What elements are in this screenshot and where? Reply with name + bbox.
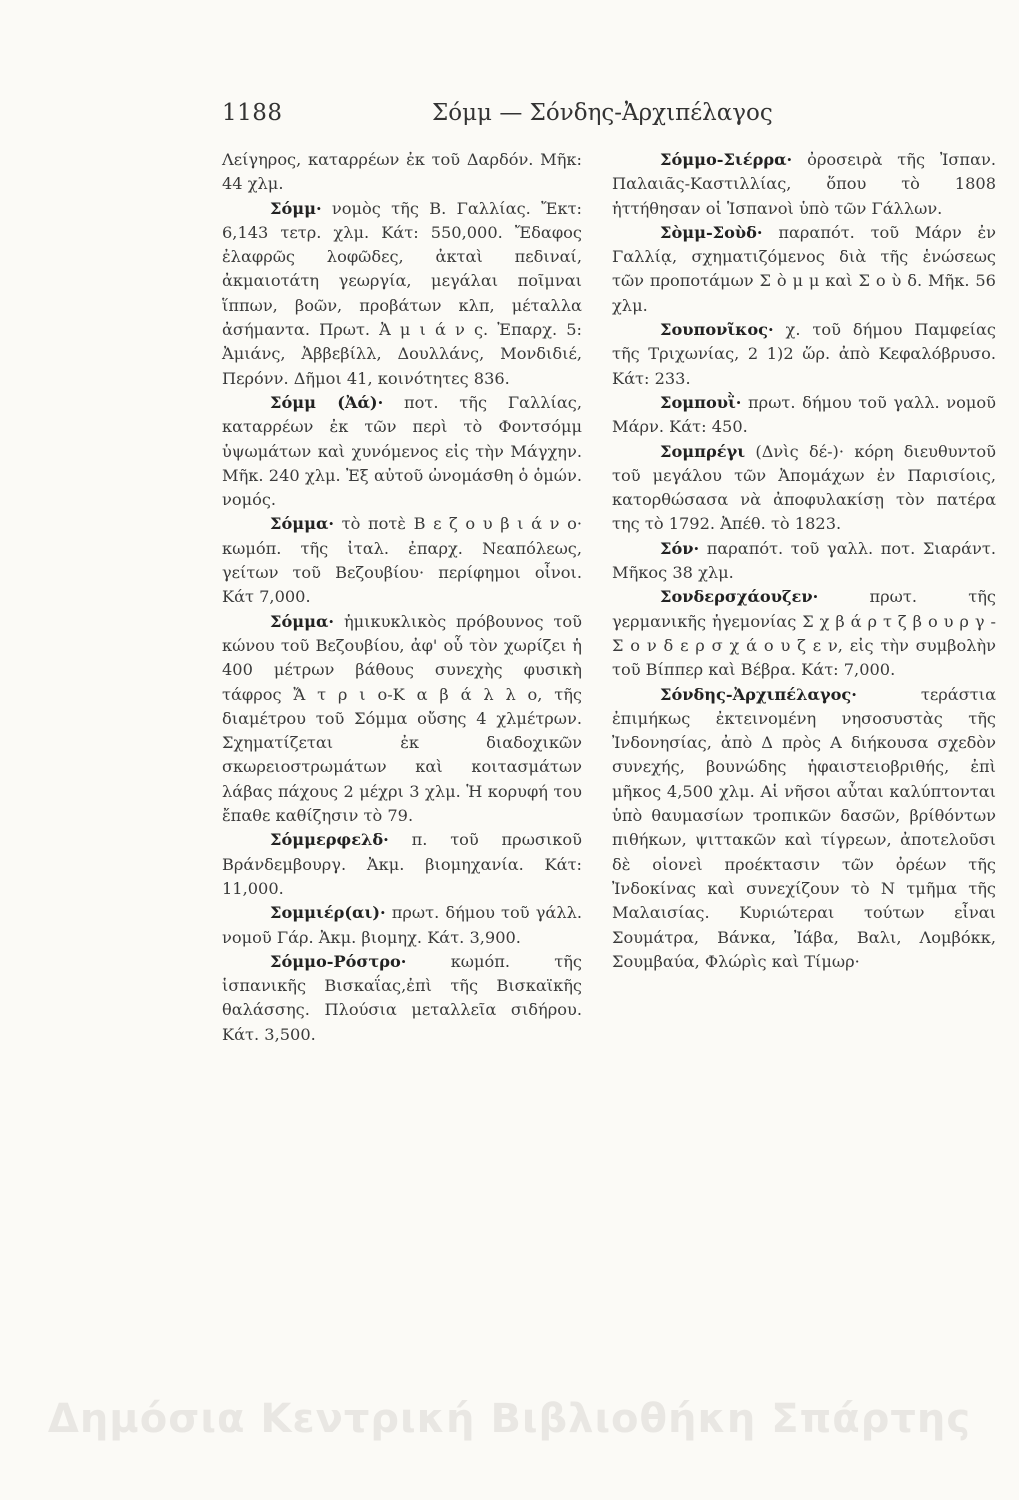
entry-text: πρωτ. δήμου τοῦ γάλλ. νομοῦ Γάρ. Ἀκμ. βιομηχ. Κάτ. 3,900.: [222, 903, 582, 947]
dictionary-entry: [612, 440, 996, 537]
entry-text: τὸ ποτὲ Β ε ζ ο υ β ι ά ν ο· κωμόπ. τῆς ἰταλ. ἐπαρχ. Νεαπόλεως, γείτων τοῦ Βεζουβίου· περίφημοι οἶνοι. Κάτ 7,000.: [222, 514, 582, 607]
dictionary-entry: [222, 828, 582, 901]
entry-headword: Σουπονῖκος·: [660, 320, 774, 340]
entry-headword: Σόμμερφελδ·: [270, 830, 389, 850]
entry-text: πρωτ. τῆς γερμανικῆς ἡγεμονίας Σ χ β ά ρ τ ζ β ο υ ρ γ - Σ ο ν δ ε ρ σ χ ά ο υ ζ ε ν, εἰς τὴν συμβολὴν τοῦ Βίππερ καὶ Βέβρα. Κάτ: 7,000.: [612, 587, 996, 680]
entry-text: π. τοῦ πρωσικοῦ Βράνδεμβουργ. Ἀκμ. βιομηχανία. Κάτ: 11,000.: [222, 830, 582, 898]
entry-headword: Σόμμα·: [270, 514, 335, 534]
dictionary-entry: [612, 391, 996, 440]
left-column: [222, 148, 582, 1047]
dictionary-entry: [612, 221, 996, 318]
entry-headword: Σομπρέγι: [660, 441, 746, 461]
dictionary-entry: [222, 512, 582, 609]
entry-text: νομὸς τῆς Β. Γαλλίας. Ἔκτ: 6,143 τετρ. χλμ. Κάτ: 550,000. Ἔδαφος ἐλαφρῶς λοφῶδες, ἀκταὶ πεδιναί, ἀκμαιοτάτη γεωργία, μεγάλαι ποῖμναι ἵππων, βοῶν, προβάτων κλπ, μέταλλα ἀσήμαντα. Πρωτ. Ἀ μ ι ά ν ς. Ἐπαρχ. 5: Ἀμιάνς, Ἀββεβίλλ, Δουλλάνς, Μονδιδιέ, Περόνν. Δῆμοι 41, κοινότητες 836.: [222, 198, 582, 388]
right-column: [612, 148, 996, 974]
entry-headword: Σόν·: [660, 538, 700, 558]
entry-text: ὀροσειρὰ τῆς Ἰσπαν. Παλαιᾶς-Καστιλλίας, ὅπου τὸ 1808 ἡττήθησαν οἱ Ἱσπανοὶ ὑπὸ τῶν Γάλλων.: [612, 150, 996, 218]
entry-headword: Σὸμμ-Σοὺδ·: [660, 222, 763, 242]
entry-text: ἡμικυκλικὸς πρόβουνος τοῦ κώνου τοῦ Βεζουβίου, ἀφ' οὗ τὸν χωρίζει ἡ 400 μέτρων βάθους συνεχὴς φυσικὴ τάφρος Ἄ τ ρ ι ο-Κ α β ά λ λ ο, τῆς διαμέτρου τοῦ Σόμμα οὔσης 4 χλμέτρων. Σχηματίζεται ἐκ διαδοχικῶν σκωρειοστρωμάτων καὶ κοιτασμάτων λάβας πάχους 2 μέχρι 3 χλμ. Ἡ κορυφή του ἔπαθε καθίζησιν τὸ 79.: [222, 611, 582, 826]
library-watermark: Δημόσια Κεντρική Βιβλιοθήκη Σπάρτης: [47, 1396, 972, 1442]
entry-headword: Σόμμα·: [270, 611, 335, 631]
dictionary-entry: [612, 683, 996, 975]
entry-text: πρωτ. δήμου τοῦ γαλλ. νομοῦ Μάρν. Κάτ: 450.: [612, 392, 996, 437]
entry-text: παραπότ. τοῦ Μάρν ἐν Γαλλίᾳ, σχηματιζόμενος διὰ τῆς ἑνώσεως τῶν προποτάμων Σ ὸ μ μ καὶ Σ ο ὺ δ. Μῆκ. 56 χλμ.: [612, 222, 996, 315]
entry-text: παραπότ. τοῦ γαλλ. ποτ. Σιαράντ. Μῆκος 38 χλμ.: [612, 538, 996, 583]
entry-text: ποτ. τῆς Γαλλίας, καταρρέων ἐκ τῶν περὶ τὸ Φοντσόμμ ὑψωμάτων καὶ χυνόμενος εἰς τὴν Μάγχην. Μῆκ. 240 χλμ. Ἐξ αὐτοῦ ὠνομάσθη ὁ ὁμών. νομός.: [222, 392, 582, 510]
entry-text: χ. τοῦ δήμου Παμφείας τῆς Τριχωνίας, 2 1)2 ὥρ. ἀπὸ Κεφαλόβρυσο. Κάτ: 233.: [612, 320, 996, 388]
entry-headword: Σονδερσχάουζεν·: [660, 587, 819, 607]
entry-headword: Σομπουῒ·: [660, 392, 742, 412]
entry-headword: Σόμμο-Σιέρρα·: [660, 150, 793, 169]
entry-headword: Σόνδης-Ἀρχιπέλαγος·: [660, 684, 857, 704]
entry-headword: Σόμμο-Ρόστρο·: [270, 951, 407, 971]
dictionary-entry: [222, 148, 582, 197]
dictionary-entry: [222, 901, 582, 950]
dictionary-entry: [612, 318, 996, 391]
dictionary-entry: [222, 391, 582, 512]
entry-headword: Σόμμ·: [270, 198, 322, 218]
dictionary-entry: [612, 585, 996, 682]
entry-text: Λείγηρος, καταρρέων ἐκ τοῦ Δαρδόν. Μῆκ: 44 χλμ.: [222, 150, 582, 194]
entry-text: (Δνὶς δέ-)· κόρη διευθυντοῦ τοῦ μεγάλου τῶν Ἀπομάχων ἐν Παρισίοις, κατορθώσασα νὰ ἀποφυλακίσῃ τὸν πατέρα της τὸ 1792. Ἀπέθ. τὸ 1823.: [612, 441, 996, 534]
dictionary-entry: [612, 148, 996, 221]
dictionary-entry: [222, 197, 582, 391]
running-head: Σόμμ — Σόνδης-Ἀρχιπέλαγος: [432, 100, 773, 126]
entry-text: τεράστια ἐπιμήκως ἐκτεινομένη νησοσυστὰς τῆς Ἰνδονησίας, ἀπὸ Δ πρὸς Α διήκουσα σχεδὸν συνεχής, βουνώδης ἡφαιστειοβριθής, ἐπὶ μῆκος 4,500 χλμ. Αἱ νῆσοι αὗται καλύπτονται ὑπὸ θαυμασίων τροπικῶν δασῶν, βρίθόντων πιθήκων, ψιττακῶν καὶ τίγρεων, ἀποτελοῦσι δὲ οἱονεὶ προέκτασιν τῶν ὀρέων τῆς Ἰνδοκίνας καὶ συνεχίζουν τὸ Ν τμῆμα τῆς Μαλαισίας. Κυριώτεραι τούτων εἶναι Σουμάτρα, Βάνκα, Ἰάβα, Βαλι, Λομβόκκ, Σουμβαύα, Φλώρὶς καὶ Τίμωρ·: [612, 684, 996, 971]
entry-headword: Σομμιέρ(αι)·: [270, 903, 386, 923]
entry-headword: Σόμμ (Ἀά)·: [270, 392, 384, 412]
dictionary-entry: [222, 950, 582, 1047]
page-number: 1188: [222, 100, 283, 126]
entry-text: κωμόπ. τῆς ἱσπανικῆς Βισκαΐας,ἐπὶ τῆς Βισκαϊκῆς θαλάσσης. Πλούσια μεταλλεῖα σιδήρου. Κάτ. 3,500.: [222, 951, 582, 1044]
dictionary-entry: [222, 610, 582, 829]
dictionary-entry: [612, 537, 996, 586]
